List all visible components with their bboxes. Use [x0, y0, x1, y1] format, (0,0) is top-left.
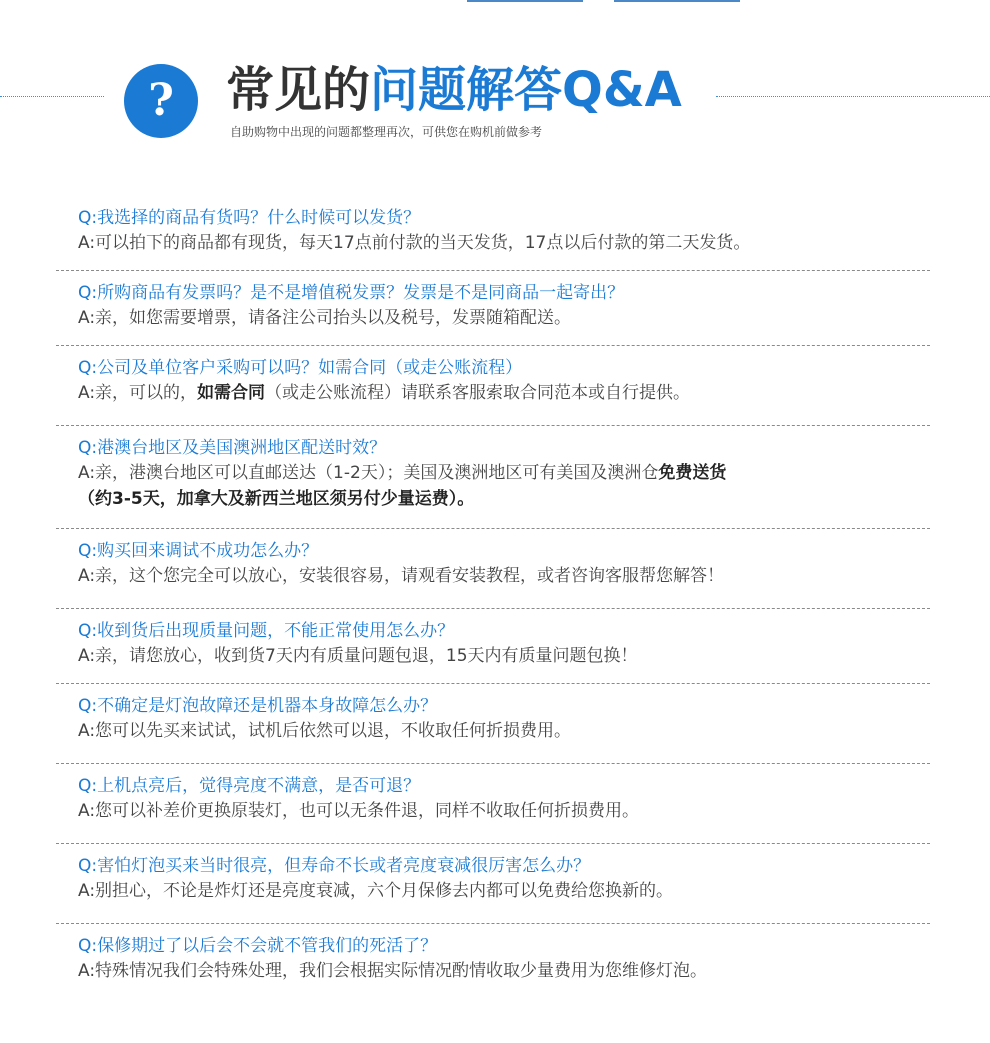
- page-subtitle: 自助购物中出现的问题都整理再次，可供您在购机前做参考: [230, 125, 543, 139]
- question-mark-icon: ?: [124, 64, 198, 138]
- faq-answer: A:亲，请您放心，收到货7天内有质量问题包退，15天内有质量问题包换！: [78, 646, 638, 666]
- faq-answer: A:您可以先买来试试，试机后依然可以退，不收取任何折损费用。: [78, 721, 572, 741]
- faq-item: [56, 764, 930, 844]
- faq-item: [56, 529, 930, 609]
- faq-item: [56, 426, 930, 529]
- faq-item: [56, 924, 930, 994]
- page-title-blue: 问题解答Q&A: [370, 62, 682, 118]
- faq-question: Q:公司及单位客户采购可以吗？如需合同（或走公账流程）: [78, 358, 523, 378]
- top-decoration-bar-left: [467, 0, 583, 2]
- faq-answer: A:亲，这个您完全可以放心，安装很容易，请观看安装教程，或者咨询客服帮您解答！: [78, 566, 725, 586]
- faq-question: Q:购买回来调试不成功怎么办？: [78, 541, 319, 561]
- faq-question: Q:收到货后出现质量问题，不能正常使用怎么办？: [78, 621, 455, 641]
- faq-question: Q:港澳台地区及美国澳洲地区配送时效？: [78, 438, 387, 458]
- faq-item: [56, 609, 930, 684]
- faq-question: Q:保修期过了以后会不会就不管我们的死活了？: [78, 936, 438, 956]
- faq-question: Q:上机点亮后，觉得亮度不满意，是否可退？: [78, 776, 421, 796]
- faq-item: [56, 684, 930, 764]
- top-decoration-bar-right: [614, 0, 740, 2]
- faq-answer: A:亲，如您需要增票，请备注公司抬头以及税号，发票随箱配送。: [78, 308, 572, 328]
- faq-answer-emphasis: 免费送货: [658, 463, 727, 483]
- faq-answer: A:可以拍下的商品都有现货，每天17点前付款的当天发货，17点以后付款的第二天发货。: [78, 233, 751, 253]
- faq-answer-text: （或走公账流程）请联系客服索取合同范本或自行提供。: [265, 383, 691, 403]
- faq-answer-text: A:亲，港澳台地区可以直邮送达（1-2天）；美国及澳洲地区可有美国及澳洲仓: [78, 463, 659, 483]
- faq-answer-text: A:亲，可以的，: [78, 383, 198, 403]
- faq-item: [56, 346, 930, 426]
- faq-answer: A:您可以补差价更换原装灯，也可以无条件退，同样不收取任何折损费用。: [78, 801, 640, 821]
- faq-answer-line2: [78, 486, 930, 512]
- faq-question: Q:害怕灯泡买来当时很亮，但寿命不长或者亮度衰减很厉害怎么办？: [78, 856, 591, 876]
- faq-answer: [78, 460, 930, 486]
- header-divider-left: [0, 96, 104, 97]
- faq-answer: A:别担心，不论是炸灯还是亮度衰减，六个月保修去内都可以免费给您换新的。: [78, 881, 674, 901]
- faq-question: Q:不确定是灯泡故障还是机器本身故障怎么办？: [78, 696, 438, 716]
- page-title-dark: 常见的: [226, 62, 371, 118]
- page-title: [226, 58, 682, 122]
- faq-answer: [78, 380, 930, 406]
- faq-question: Q:所购商品有发票吗？是不是增值税发票？发票是不是同商品一起寄出？: [78, 283, 625, 303]
- faq-list: [56, 196, 930, 994]
- faq-answer-emphasis: （约3-5天，加拿大及新西兰地区须另付少量运费）。: [78, 489, 475, 509]
- faq-item: [56, 196, 930, 271]
- faq-question: Q:我选择的商品有货吗？什么时候可以发货？: [78, 208, 421, 228]
- faq-answer: A:特殊情况我们会特殊处理，我们会根据实际情况酌情收取少量费用为您维修灯泡。: [78, 961, 708, 981]
- faq-item: [56, 271, 930, 346]
- faq-answer-emphasis: 如需合同: [197, 383, 266, 403]
- header-divider-right: [716, 96, 990, 97]
- faq-item: [56, 844, 930, 924]
